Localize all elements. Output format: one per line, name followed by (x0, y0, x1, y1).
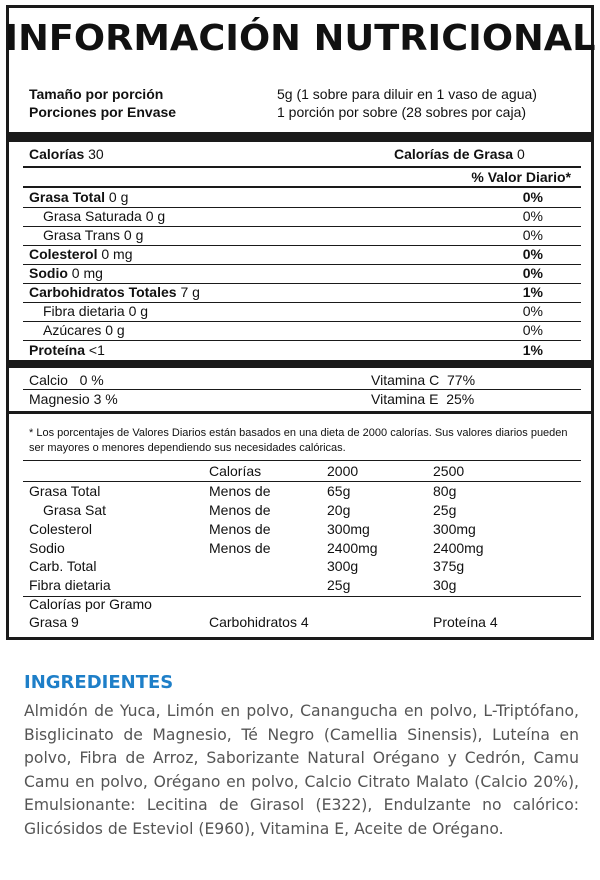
fat-calories-value: 0 (516, 146, 525, 162)
nutrient-amount: 0 g (105, 322, 125, 338)
nutrient-row-cholesterol (29, 246, 132, 262)
nutrient-amount: 7 g (180, 284, 200, 300)
thick-divider (9, 132, 591, 142)
nutrient-row-total-fat (29, 189, 128, 205)
ref-header-2500: 2500 (433, 463, 465, 479)
calories-label: Calorías (29, 146, 85, 162)
nutrient-name: Grasa Total (29, 189, 105, 205)
ref-row-v2: 300mg (433, 521, 476, 537)
nutrient-name: Colesterol (29, 246, 98, 262)
ingredients-title: INGREDIENTES (24, 672, 174, 693)
nutrient-dv: 0% (522, 303, 543, 319)
nutrient-amount: 0 g (123, 227, 144, 243)
vitamin-row (371, 391, 474, 407)
fat-calories-label: Calorías de Grasa (394, 146, 514, 162)
nutrient-amount: 0 g (108, 189, 129, 205)
ref-row-v1: 300g (327, 558, 359, 574)
servings-per-container-label: Porciones por Envase (29, 104, 177, 120)
nutrient-name: Fibra dietaria (43, 303, 125, 319)
nutrient-dv: 0% (522, 246, 543, 262)
calories-per-gram-label: Calorías por Gramo (29, 596, 152, 612)
nutrient-dv: 0% (522, 189, 543, 205)
ref-row-name: Grasa Total (29, 483, 101, 499)
vitamin-name: Magnesio (29, 391, 90, 407)
footnote: * Los porcentajes de Valores Diarios están basados en una dieta de 2000 calorías. Sus valores diarios pueden ser mayores o menores dependiendo sus necesidades calóricas. (29, 427, 568, 454)
divider (23, 460, 581, 461)
divider (23, 264, 581, 265)
calories-per-gram-protein: Proteína 4 (433, 614, 498, 630)
ref-row-qual: Menos de (209, 483, 271, 499)
divider (23, 389, 581, 390)
nutrient-amount: 0 mg (71, 265, 103, 281)
thick-divider (9, 360, 591, 368)
vitamin-value: 3 % (93, 391, 118, 407)
calories-per-gram-carbs: Carbohidratos 4 (209, 614, 309, 630)
ref-row-v2: 2400mg (433, 540, 484, 556)
serving-size-label: Tamaño por porción (29, 86, 164, 102)
ref-row-qual: Menos de (209, 540, 271, 556)
nutrient-dv: 1% (522, 284, 543, 300)
nutrient-amount: 0 mg (101, 246, 133, 262)
divider (23, 481, 581, 482)
ref-row-name: Carb. Total (29, 558, 97, 574)
ref-row-v1: 65g (327, 483, 351, 499)
calories-row (29, 146, 104, 162)
nutrient-name: Grasa Trans (43, 227, 121, 243)
ref-row-v1: 300mg (327, 521, 370, 537)
ref-row-v2: 80g (433, 483, 457, 499)
ref-row-qual: Menos de (209, 502, 271, 518)
nutrient-row-trans-fat (43, 227, 143, 243)
nutrient-row-saturated-fat (43, 208, 165, 224)
ref-row-name: Grasa Sat (43, 502, 107, 518)
vitamin-row (29, 391, 118, 407)
vitamin-value: 25% (446, 391, 475, 407)
ref-row-name: Colesterol (29, 521, 93, 537)
nutrient-dv: 0% (522, 322, 543, 338)
nutrient-amount: 0 g (128, 303, 149, 319)
ref-row-v2: 30g (433, 577, 457, 593)
vitamin-row (29, 372, 104, 388)
divider (23, 186, 581, 188)
ref-row-qual: Menos de (209, 521, 271, 537)
nutrient-name: Proteína (29, 342, 86, 358)
nutrient-dv: 0% (522, 265, 543, 281)
ingredients-text: Almidón de Yuca, Limón en polvo, Canangucha en polvo, L-Triptófano, Bisglicinato de Magnesio, Té Negro (Camellia Sinensis), Luteína en polvo, Fibra de Arroz, Saborizante Natural Orégano y Cedrón, Camu Camu en polvo, Orégano en polvo, Calcio Citrato Malato (Calcio 20%), Emulsionante: Lecitina de Girasol (E322), Endulzante no calórico: Glicósidos de Esteviol (E960), Vitamina E, Aceite de Orégano. (24, 702, 579, 838)
label-title: INFORMACIÓN NUTRICIONAL (4, 18, 596, 59)
nutrient-name: Azúcares (43, 322, 102, 338)
nutrient-dv: 0% (522, 208, 543, 224)
vitamin-row (371, 372, 475, 388)
nutrient-row-total-carbs (29, 284, 200, 300)
nutrient-name: Carbohidratos Totales (29, 284, 177, 300)
nutrient-row-fiber (43, 303, 148, 319)
ref-row-name: Sodio (29, 540, 65, 556)
servings-per-container-value: 1 porción por sobre (28 sobres por caja) (277, 104, 527, 120)
nutrient-name: Sodio (29, 265, 68, 281)
vitamin-name: Calcio (29, 372, 68, 388)
ref-row-name: Fibra dietaria (29, 577, 111, 593)
divider (9, 411, 591, 414)
fat-calories-row (394, 146, 525, 162)
ref-row-v2: 25g (433, 502, 457, 518)
nutrition-facts-label (6, 5, 594, 640)
calories-per-gram-fat: Grasa 9 (29, 614, 79, 630)
divider (23, 340, 581, 341)
ref-row-v2: 375g (433, 558, 465, 574)
divider (23, 166, 581, 168)
ref-row-v1: 25g (327, 577, 351, 593)
nutrient-row-sugars (43, 322, 125, 338)
nutrient-row-sodium (29, 265, 103, 281)
nutrient-amount: 0 g (145, 208, 166, 224)
ref-row-v1: 20g (327, 502, 351, 518)
ref-header-calories: Calorías (209, 463, 262, 479)
vitamin-name: Vitamina E (371, 391, 439, 407)
calories-value: 30 (88, 146, 104, 162)
vitamin-value: 0 % (79, 372, 104, 388)
ref-row-v1: 2400mg (327, 540, 378, 556)
vitamin-value: 77% (447, 372, 476, 388)
vitamin-name: Vitamina C (371, 372, 440, 388)
nutrient-dv: 0% (522, 227, 543, 243)
nutrient-row-protein (29, 342, 105, 358)
serving-size-value: 5g (1 sobre para diluir en 1 vaso de agua) (277, 86, 537, 102)
nutrient-dv: 1% (522, 342, 543, 358)
ref-header-2000: 2000 (327, 463, 359, 479)
nutrient-amount: <1 (88, 342, 105, 358)
daily-value-header: % Valor Diario* (471, 169, 571, 185)
nutrient-name: Grasa Saturada (43, 208, 142, 224)
